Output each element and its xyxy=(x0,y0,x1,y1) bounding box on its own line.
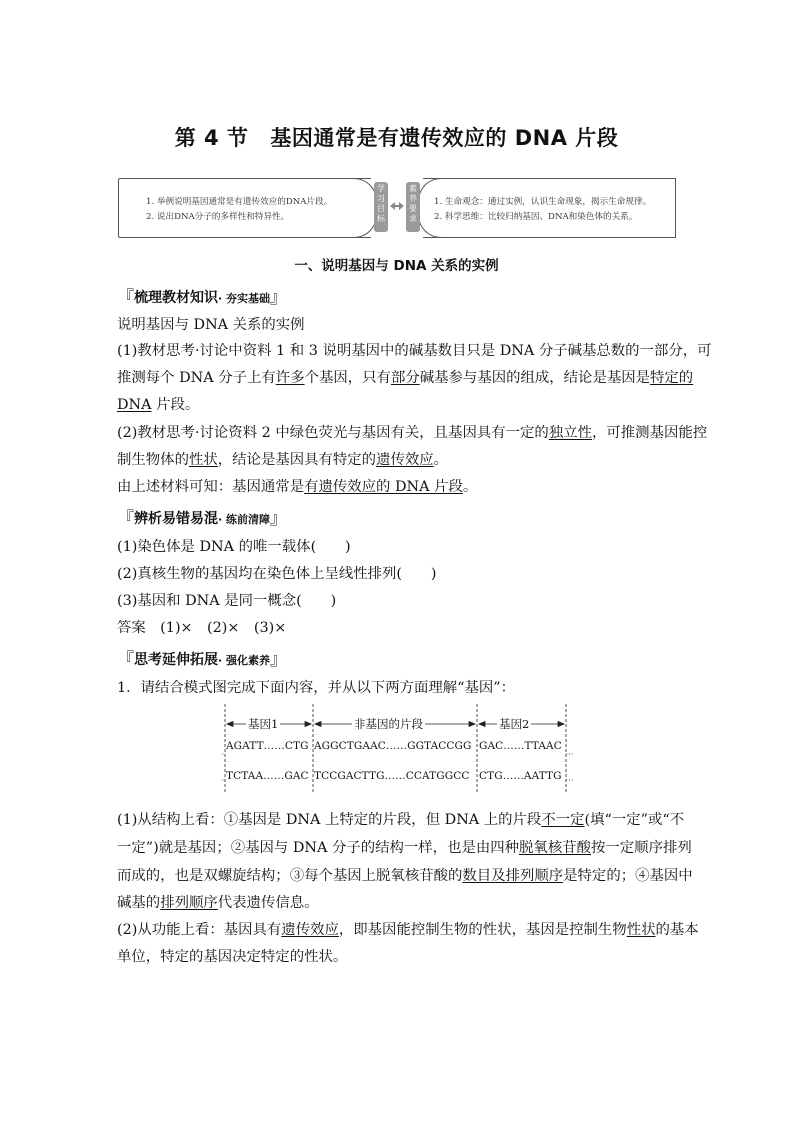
bar-heading-knowledge: 『梳理教材知识· 夯实基础』 xyxy=(117,288,288,308)
blank-answer: 不一定 xyxy=(541,812,585,828)
paragraph-2-line-2: 制生物体的性状，结论是基因具有特定的遗传效应。 xyxy=(117,452,449,468)
bottom-strand-gene1: TCTAA……GAC xyxy=(226,770,309,782)
competency-item: 1. 生命观念：通过实例，认识生命现象，揭示生命规律。 xyxy=(434,197,652,207)
structure-line-3: 而成的，也是双螺旋结构；③每个基因上脱氧核苷酸的数目及排列顺序是特定的；④基因中 xyxy=(117,868,693,884)
structure-line-1: (1)从结构上看：①基因是 DNA 上特定的片段，但 DNA 上的片段不一定(填“一定”或“不 xyxy=(117,812,685,828)
blank-answer: 部分 xyxy=(390,370,420,386)
section-number: 第 4 节 xyxy=(174,126,249,150)
function-line-2: 单位，特定的基因决定特定的性状。 xyxy=(117,949,348,965)
blank-answer: 独立性 xyxy=(548,425,592,441)
gene-model-diagram xyxy=(222,702,574,794)
judge-item-1: (1)染色体是 DNA 的唯一载体( ) xyxy=(117,539,351,555)
double-arrow-icon xyxy=(390,202,404,210)
blank-answer: 性状 xyxy=(188,452,218,468)
paragraph-1-line-3: DNA 片段。 xyxy=(117,397,200,413)
answer-line: 答案 (1)× (2)× (3)× xyxy=(117,620,287,636)
goals-box xyxy=(118,178,676,238)
paragraph-1-line-2: 推测每个 DNA 分子上有许多个基因，只有部分碱基参与基因的组成，结论是基因是特定的 xyxy=(117,370,694,386)
blank-answer: 特定的 xyxy=(650,370,694,386)
gene-1-label: 基因1 xyxy=(248,717,279,731)
learning-goals xyxy=(146,195,366,225)
function-line-1: (2)从功能上看：基因具有遗传效应，即基因能控制生物的性状，基因是控制生物性状的基本 xyxy=(117,922,699,938)
judge-item-3: (3)基因和 DNA 是同一概念( ) xyxy=(117,593,337,609)
paragraph-1-line-1: (1)教材思考·讨论中资料 1 和 3 说明基因中的碱基数目只是 DNA 分子碱基总数的一部分，可 xyxy=(117,343,712,359)
page-title xyxy=(0,122,793,152)
gene-2-label: 基因2 xyxy=(499,717,530,731)
blank-answer: 遗传效应 xyxy=(376,452,434,468)
competency-tag: 素 养 要 求 xyxy=(406,182,420,232)
judge-item-2: (2)真核生物的基因均在染色体上呈线性排列( ) xyxy=(117,566,437,582)
competency-requirements xyxy=(434,195,674,225)
top-strand-gene1: AGATT……CTG xyxy=(226,740,309,752)
learning-goals-tag: 学 习 目 标 xyxy=(374,182,388,232)
learning-goal-item: 2. 说出DNA分子的多样性和特异性。 xyxy=(146,212,290,222)
subheading: 说明基因与 DNA 关系的实例 xyxy=(117,317,305,333)
blank-answer: 许多 xyxy=(275,370,305,386)
competency-item: 2. 科学思维：比较归纳基因、DNA和染色体的关系。 xyxy=(434,212,638,222)
paragraph-2-line-1: (2)教材思考·讨论资料 2 中绿色荧光与基因有关，且基因具有一定的独立性，可推测基因能控 xyxy=(117,425,708,441)
top-strand-gene2: GAC……TTAAC xyxy=(479,740,562,752)
blank-answer: 数目及排列顺序 xyxy=(462,868,564,884)
blank-answer: 性状 xyxy=(626,922,656,938)
bar-heading-misconceptions: 『辨析易错易混· 练前清障』 xyxy=(117,509,288,529)
blank-answer: 排列顺序 xyxy=(160,895,218,911)
blank-answer: 遗传效应 xyxy=(281,922,339,938)
question-1: 1．请结合模式图完成下面内容，并从以下两方面理解“基因”： xyxy=(117,680,516,696)
paragraph-3: 由上述材料可知：基因通常是有遗传效应的 DNA 片段。 xyxy=(117,479,478,495)
learning-goal-item: 1. 举例说明基因通常是有遗传效应的DNA片段。 xyxy=(146,197,333,207)
structure-line-4: 碱基的排列顺序代表遗传信息。 xyxy=(117,895,319,911)
bar-heading-extension: 『思考延伸拓展· 强化素养』 xyxy=(117,650,288,670)
bottom-strand-nongene: TCCGACTTG……CCATGGCC xyxy=(314,770,470,782)
section-title: 基因通常是有遗传效应的 DNA 片段 xyxy=(270,126,619,150)
bottom-strand-gene2: CTG……AATTG xyxy=(479,770,562,782)
blank-answer: 脱氧核苷酸 xyxy=(519,840,591,856)
top-strand-nongene: AGGCTGAAC……GGTACCGG xyxy=(314,740,472,752)
blank-answer: 有遗传效应的 DNA 片段 xyxy=(304,479,463,495)
non-gene-label: 非基因的片段 xyxy=(354,717,423,731)
structure-line-2: 一定”)就是基因；②基因与 DNA 分子的结构一样，也是由四种脱氧核苷酸按一定顺序排列 xyxy=(117,840,692,856)
blank-answer: DNA xyxy=(117,397,152,413)
section-heading: 一、说明基因与 DNA 关系的实例 xyxy=(294,258,499,274)
